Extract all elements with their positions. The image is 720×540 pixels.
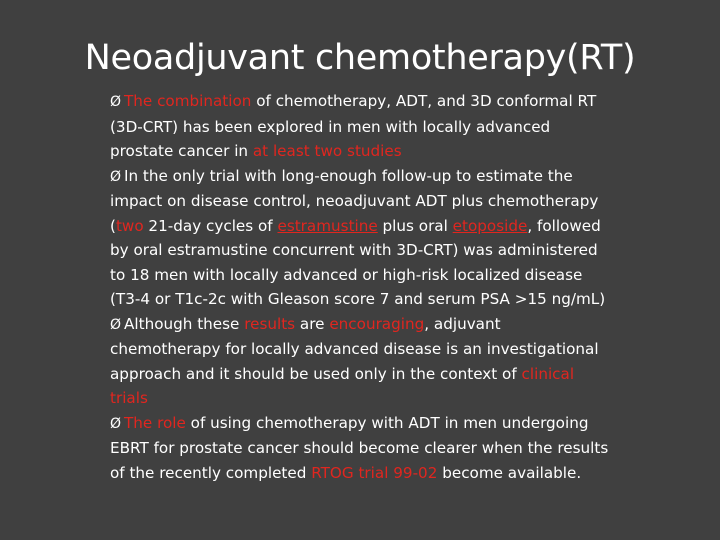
body-text: , adjuvant chemotherapy for locally advanced disease is an investigational approach and it should be used only in the context of: [110, 314, 599, 383]
body-text: In the only trial with long-enough follow-up to estimate the impact on disease control, neoadjuvant ADT plus chemotherapy (: [110, 166, 599, 235]
body-text: plus oral: [377, 216, 453, 235]
highlight-text: RTOG trial 99-02: [311, 463, 438, 482]
highlight-text: results: [244, 314, 296, 333]
highlight-text: The role: [124, 413, 186, 432]
highlight-text: at least two studies: [252, 142, 402, 160]
arrow-bullet-icon: Ø: [110, 316, 122, 333]
highlight-text: The combination: [124, 92, 252, 110]
etoposide-link[interactable]: etoposide: [452, 216, 528, 235]
highlight-text: clinical trials: [110, 364, 575, 407]
body-text: become available.: [437, 463, 582, 482]
arrow-bullet-icon: Ø: [110, 168, 122, 185]
slide-body: [110, 89, 615, 485]
slide-title: Neoadjuvant chemotherapy(RT): [84, 38, 636, 78]
body-text: Although these: [124, 314, 245, 333]
bullet-item-1: [110, 89, 615, 164]
highlight-text: encouraging: [329, 314, 425, 333]
body-text: of using chemotherapy with ADT in men undergoing EBRT for prostate cancer should become clearer when the results of the recently completed: [110, 413, 609, 482]
body-text: of chemotherapy, ADT, and 3D conformal RT (3D-CRT) has been explored in men with locally advanced prostate cancer in: [110, 92, 597, 160]
bullet-item-2: [110, 164, 615, 312]
body-text: 21-day cycles of: [143, 216, 278, 235]
body-text: , followed by oral estramustine concurrent with 3D-CRT) was administered to 18 men with locally advanced or high-risk localized disease (T3-4 or T1c-2c with Gleason score 7 and serum PSA >15 ng/mL): [110, 216, 606, 308]
arrow-bullet-icon: Ø: [110, 415, 122, 432]
body-text: are: [295, 314, 330, 333]
highlight-text: two: [115, 216, 144, 235]
bullet-item-4: [110, 411, 615, 486]
estramustine-link[interactable]: estramustine: [277, 216, 378, 235]
bullet-item-3: [110, 312, 615, 411]
arrow-bullet-icon: Ø: [110, 94, 122, 110]
